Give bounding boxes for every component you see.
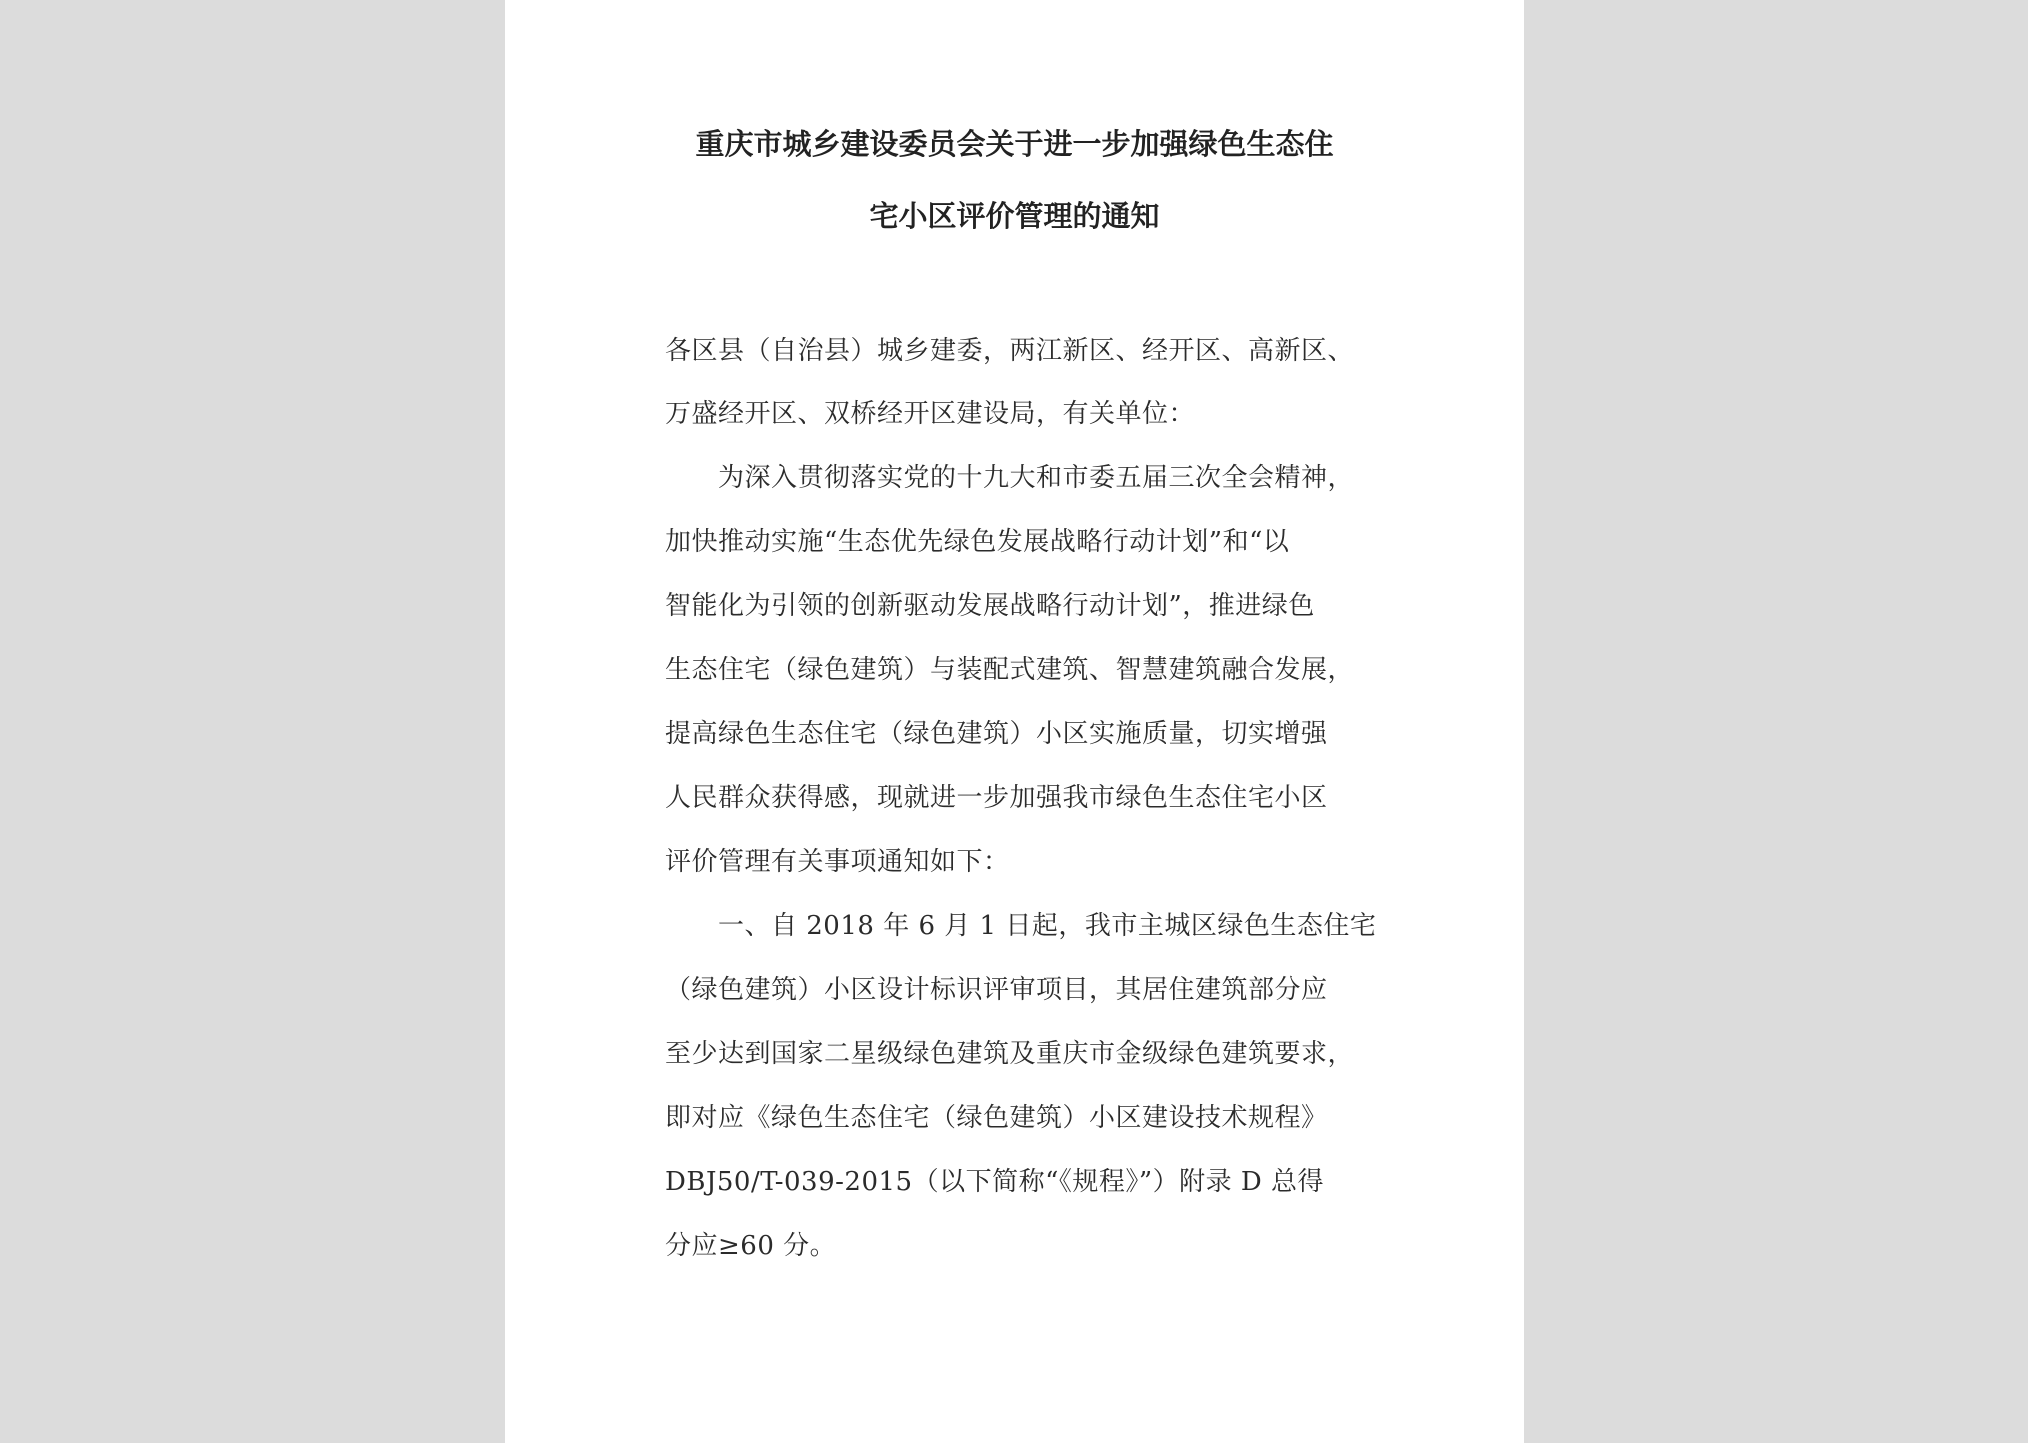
body-line-5: 智能化为引领的创新驱动发展战略行动计划”，推进绿色: [665, 591, 1315, 621]
body-line-1: 各区县（自治县）城乡建委，两江新区、经开区、高新区、: [665, 336, 1355, 366]
document-title-line-1: 重庆市城乡建设委员会关于进一步加强绿色生态住: [695, 127, 1334, 161]
document-title-line-2: 宅小区评价管理的通知: [869, 199, 1160, 233]
body-line-8: 人民群众获得感，现就进一步加强我市绿色生态住宅小区: [665, 783, 1328, 813]
body-line-10: 一、自 2018 年 6 月 1 日起，我市主城区绿色生态住宅: [665, 911, 1377, 941]
document-page: [505, 0, 1524, 1443]
body-line-11: （绿色建筑）小区设计标识评审项目，其居住建筑部分应: [665, 975, 1328, 1005]
body-line-3: 为深入贯彻落实党的十九大和市委五届三次全会精神，: [665, 463, 1355, 493]
body-line-12: 至少达到国家二星级绿色建筑及重庆市金级绿色建筑要求，: [665, 1039, 1355, 1069]
body-line-4: 加快推动实施“生态优先绿色发展战略行动计划”和“以: [665, 527, 1290, 557]
body-line-2: 万盛经开区、双桥经开区建设局，有关单位：: [665, 399, 1196, 429]
body-line-9: 评价管理有关事项通知如下：: [665, 847, 1010, 877]
body-line-7: 提高绿色生态住宅（绿色建筑）小区实施质量，切实增强: [665, 719, 1328, 749]
body-line-15: 分应≥60 分。: [665, 1231, 837, 1261]
body-line-14: DBJ50/T-039-2015（以下简称“《规程》”）附录 D 总得: [665, 1167, 1325, 1197]
body-line-6: 生态住宅（绿色建筑）与装配式建筑、智慧建筑融合发展，: [665, 655, 1355, 685]
body-line-13: 即对应《绿色生态住宅（绿色建筑）小区建设技术规程》: [665, 1103, 1328, 1133]
